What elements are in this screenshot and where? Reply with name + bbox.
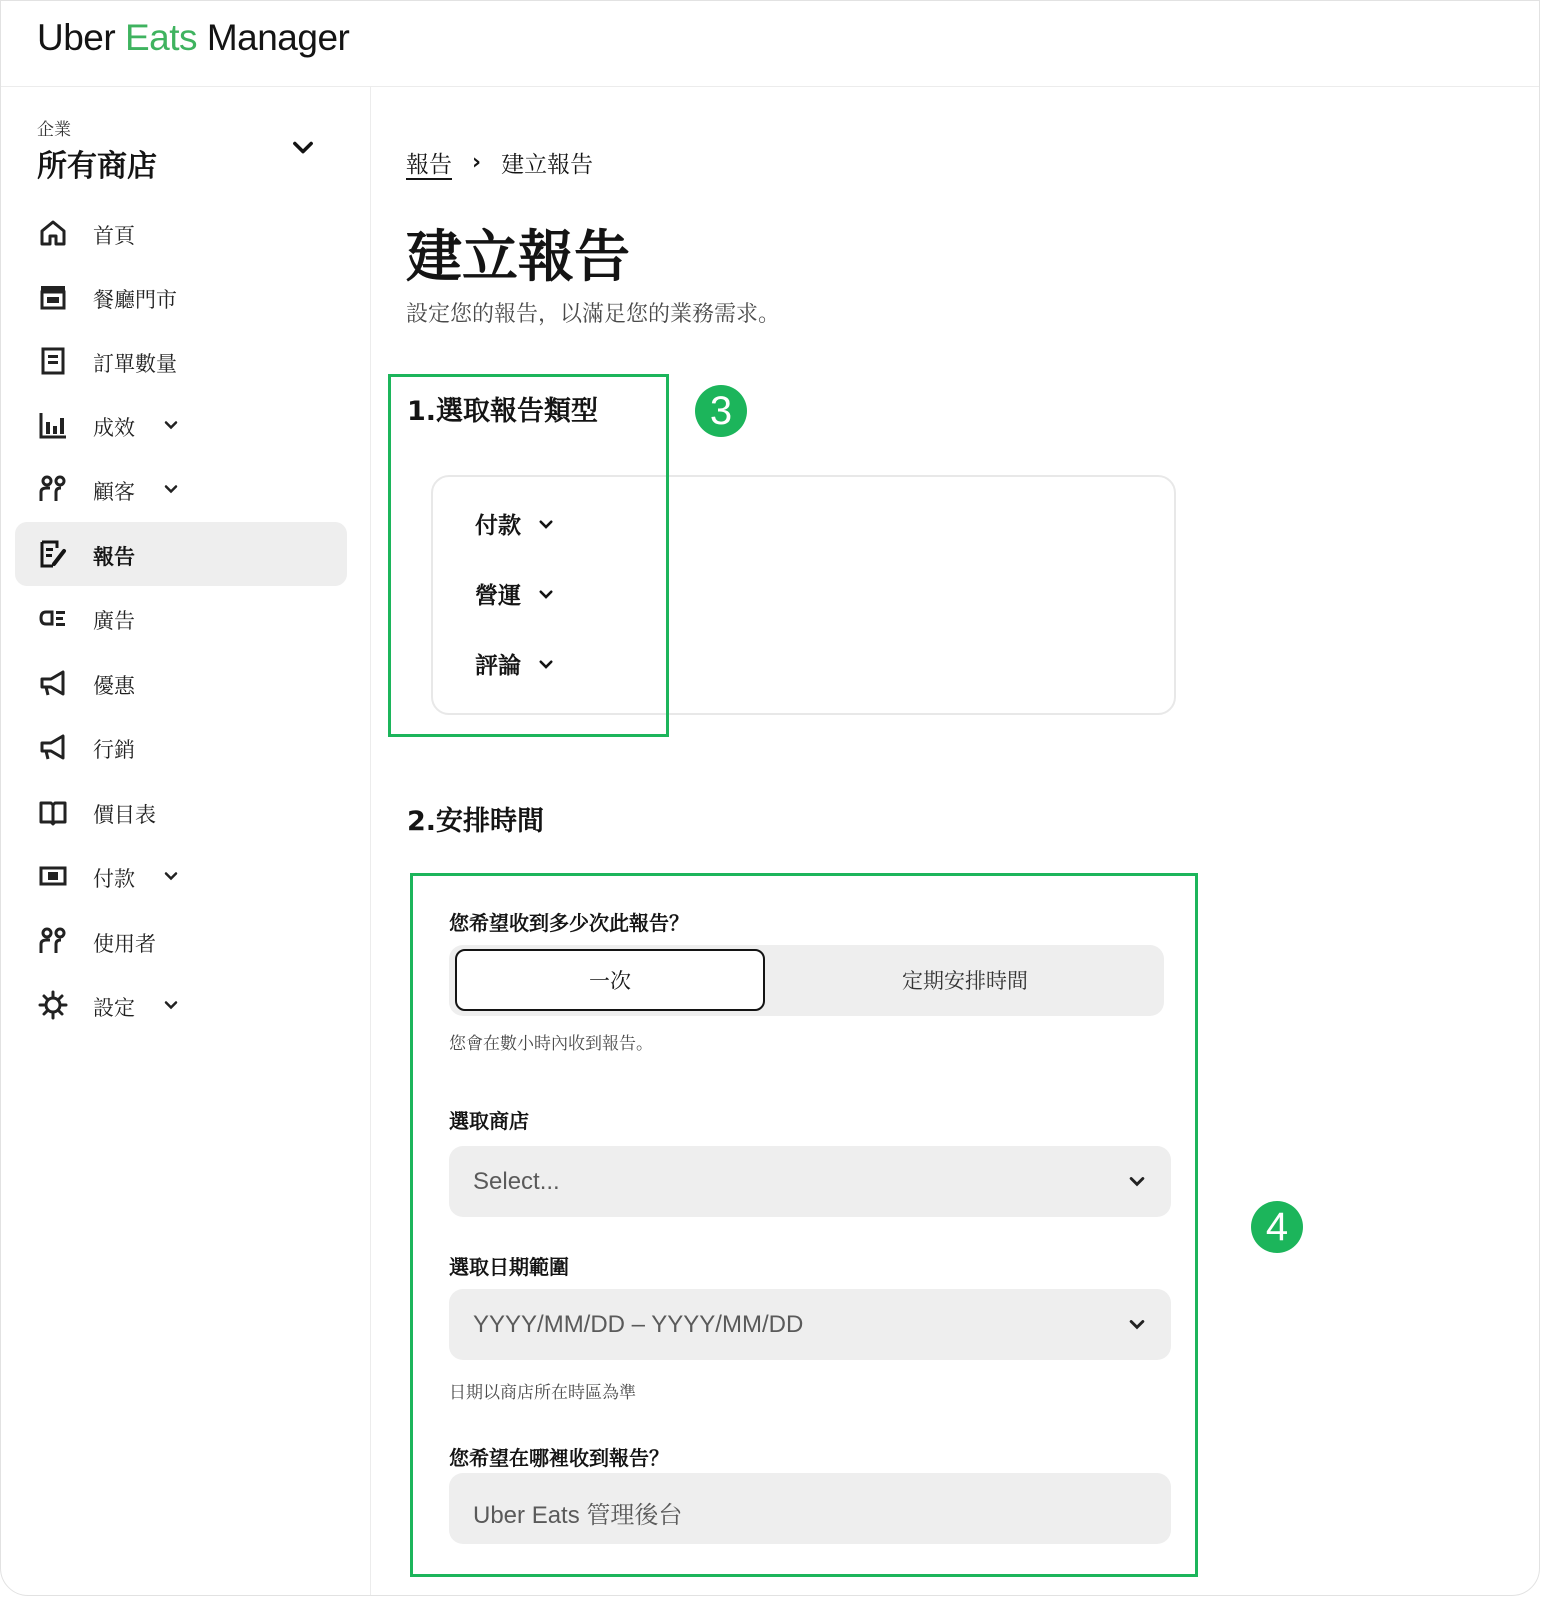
sidebar-item-ads[interactable] (15, 586, 347, 650)
logo-uber: Uber (37, 17, 116, 58)
delivery-destination-value: Uber Eats 管理後台 (473, 1502, 683, 1529)
sidebar-item-label: 餐廳門市 (93, 288, 177, 312)
sidebar-item-label: 訂單數量 (93, 352, 177, 376)
people-icon (37, 473, 69, 505)
section-schedule-title: 2.安排時間 (407, 806, 545, 837)
frequency-once-button[interactable]: 一次 (455, 949, 765, 1011)
home-icon (37, 217, 69, 249)
date-range-label: 選取日期範圍 (449, 1255, 569, 1279)
gear-icon (37, 989, 69, 1021)
delivery-label: 您希望在哪裡收到報告？ (449, 1446, 669, 1470)
page-subtitle: 設定您的報告，以滿足您的業務需求。 (406, 302, 781, 327)
breadcrumb-current: 建立報告 (501, 152, 594, 178)
highlight-box-report-type (388, 374, 669, 737)
report-type-label: 付款 (475, 513, 521, 539)
sidebar-item-performance[interactable] (15, 393, 347, 457)
sidebar-item-offers[interactable] (15, 651, 347, 715)
sidebar-item-label: 報告 (93, 545, 135, 569)
breadcrumb-reports-link[interactable]: 報告 (406, 152, 452, 178)
bar-chart-icon (37, 409, 69, 441)
business-selector[interactable]: 所有商店 (37, 149, 157, 184)
step-badge-3: 3 (695, 385, 747, 437)
sidebar-item-label: 優惠 (93, 674, 135, 698)
ads-icon (37, 602, 69, 634)
chevron-down-icon[interactable] (289, 133, 317, 161)
sidebar-item-label: 價目表 (93, 803, 156, 827)
sidebar-item-orders[interactable] (15, 329, 347, 393)
book-icon (37, 796, 69, 828)
sidebar-item-customers[interactable] (15, 457, 347, 521)
top-bar (1, 1, 1539, 87)
sidebar-item-label: 廣告 (93, 609, 135, 633)
page-title: 建立報告 (406, 225, 630, 290)
sidebar-item-label: 使用者 (93, 932, 156, 956)
frequency-label: 您希望收到多少次此報告？ (449, 911, 689, 935)
sidebar-item-marketing[interactable] (15, 715, 347, 779)
megaphone-icon (37, 667, 69, 699)
chevron-down-icon (161, 415, 181, 435)
sidebar-item-home[interactable] (15, 201, 347, 265)
sidebar-item-label: 顧客 (93, 480, 135, 504)
report-type-label: 評論 (475, 653, 521, 679)
sidebar-item-label: 設定 (93, 996, 135, 1020)
chevron-down-icon (161, 479, 181, 499)
breadcrumb (406, 146, 593, 179)
store-icon (37, 281, 69, 313)
sidebar-item-menu[interactable] (15, 780, 347, 844)
sidebar-item-label: 首頁 (93, 224, 135, 248)
report-type-label: 營運 (475, 583, 521, 609)
sidebar-item-label: 付款 (93, 867, 135, 891)
megaphone-icon (37, 731, 69, 763)
step-badge-4: 4 (1251, 1201, 1303, 1253)
uber-eats-manager-logo[interactable] (37, 17, 349, 59)
sidebar-item-reports[interactable] (15, 522, 347, 586)
frequency-scheduled-button[interactable]: 定期安排時間 (902, 969, 1028, 993)
report-icon (37, 538, 69, 570)
sidebar-item-label: 成效 (93, 416, 135, 440)
chevron-down-icon (161, 995, 181, 1015)
people-icon (37, 925, 69, 957)
section-report-type-title: 1.選取報告類型 (407, 396, 599, 427)
sidebar-item-settings[interactable] (15, 973, 347, 1037)
receipt-icon (37, 345, 69, 377)
store-select-value: Select... (473, 1168, 560, 1195)
date-range-value: YYYY/MM/DD – YYYY/MM/DD (473, 1311, 804, 1338)
store-label: 選取商店 (449, 1109, 529, 1133)
logo-manager: Manager (206, 17, 350, 58)
frequency-hint: 您會在數小時內收到報告。 (449, 1034, 653, 1054)
money-icon (37, 860, 69, 892)
sidebar-item-label: 行銷 (93, 738, 135, 762)
sidebar (1, 87, 371, 1596)
chevron-right-icon: › (472, 150, 482, 175)
sidebar-item-store[interactable] (15, 265, 347, 329)
date-range-hint: 日期以商店所在時區為準 (449, 1383, 636, 1403)
business-label: 企業 (37, 120, 71, 140)
chevron-down-icon (161, 866, 181, 886)
highlight-box-schedule (410, 873, 1198, 1577)
sidebar-item-users[interactable] (15, 909, 347, 973)
logo-eats: Eats (124, 17, 198, 58)
sidebar-item-payments[interactable] (15, 844, 347, 908)
